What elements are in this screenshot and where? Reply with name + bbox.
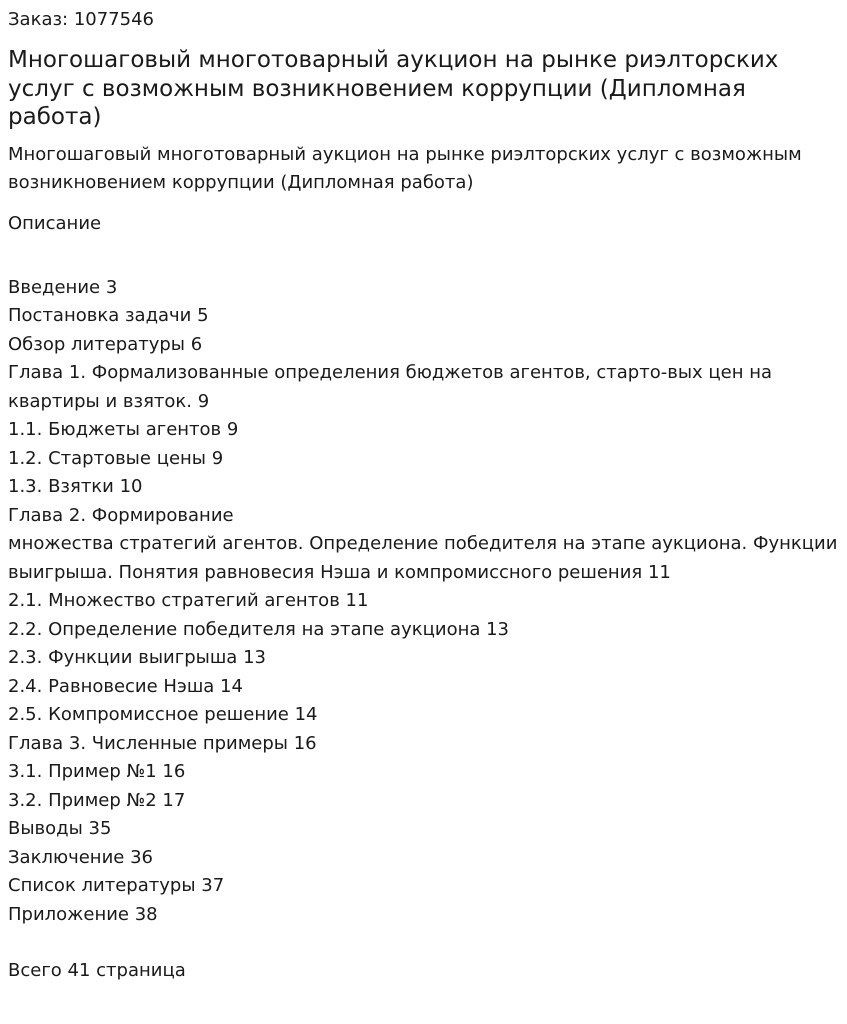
toc-item: 3.2. Пример №2 17 [8, 789, 186, 811]
toc-item: множества стратегий агентов. Определение победителя на этапе аукциона. Функции выигрыша. Понятия равновесия Нэша и компромиссного решения 11 [8, 533, 838, 583]
document-page [8, 0, 838, 985]
page-count: Всего 41 страница [8, 960, 186, 981]
toc-item: 2.3. Функции выигрыша 13 [8, 647, 266, 668]
toc-item: Глава 1. Формализованные определения бюджетов агентов, старто-вых цен на квартиры и взяток. 9 [8, 362, 773, 412]
description-heading: Описание [8, 212, 102, 234]
toc-item: Приложение 38 [8, 903, 158, 925]
toc-item: Постановка задачи 5 [8, 305, 209, 326]
toc-item: 1.1. Бюджеты агентов 9 [8, 419, 239, 440]
toc-item: Обзор литературы 6 [8, 333, 203, 355]
toc-item: 2.4. Равновесие Нэша 14 [8, 675, 243, 697]
toc-item: 3.1. Пример №1 16 [8, 761, 186, 782]
table-of-contents [8, 274, 838, 930]
toc-item: Заключение 36 [8, 846, 153, 868]
order-number: Заказ: 1077546 [8, 9, 154, 30]
toc-item: 2.1. Множество стратегий агентов 11 [8, 590, 369, 611]
toc-item: Введение 3 [8, 276, 118, 298]
toc-item: Список литературы 37 [8, 875, 225, 896]
toc-item: 1.2. Стартовые цены 9 [8, 447, 224, 469]
toc-item: Выводы 35 [8, 818, 112, 839]
toc-item: Глава 2. Формирование [8, 504, 234, 526]
toc-item: 1.3. Взятки 10 [8, 476, 143, 497]
toc-item: 2.2. Определение победителя на этапе аукциона 13 [8, 618, 510, 640]
work-subtitle: Многошаговый многотоварный аукцион на рынке риэлторских услуг с возможным возникновением коррупции (Дипломная работа) [8, 143, 802, 193]
toc-item: Глава 3. Численные примеры 16 [8, 732, 317, 754]
work-title: Многошаговый многотоварный аукцион на рынке риэлторских услуг с возможным возникновением коррупции (Дипломная работа) [8, 47, 779, 130]
toc-item: 2.5. Компромиссное решение 14 [8, 704, 318, 725]
